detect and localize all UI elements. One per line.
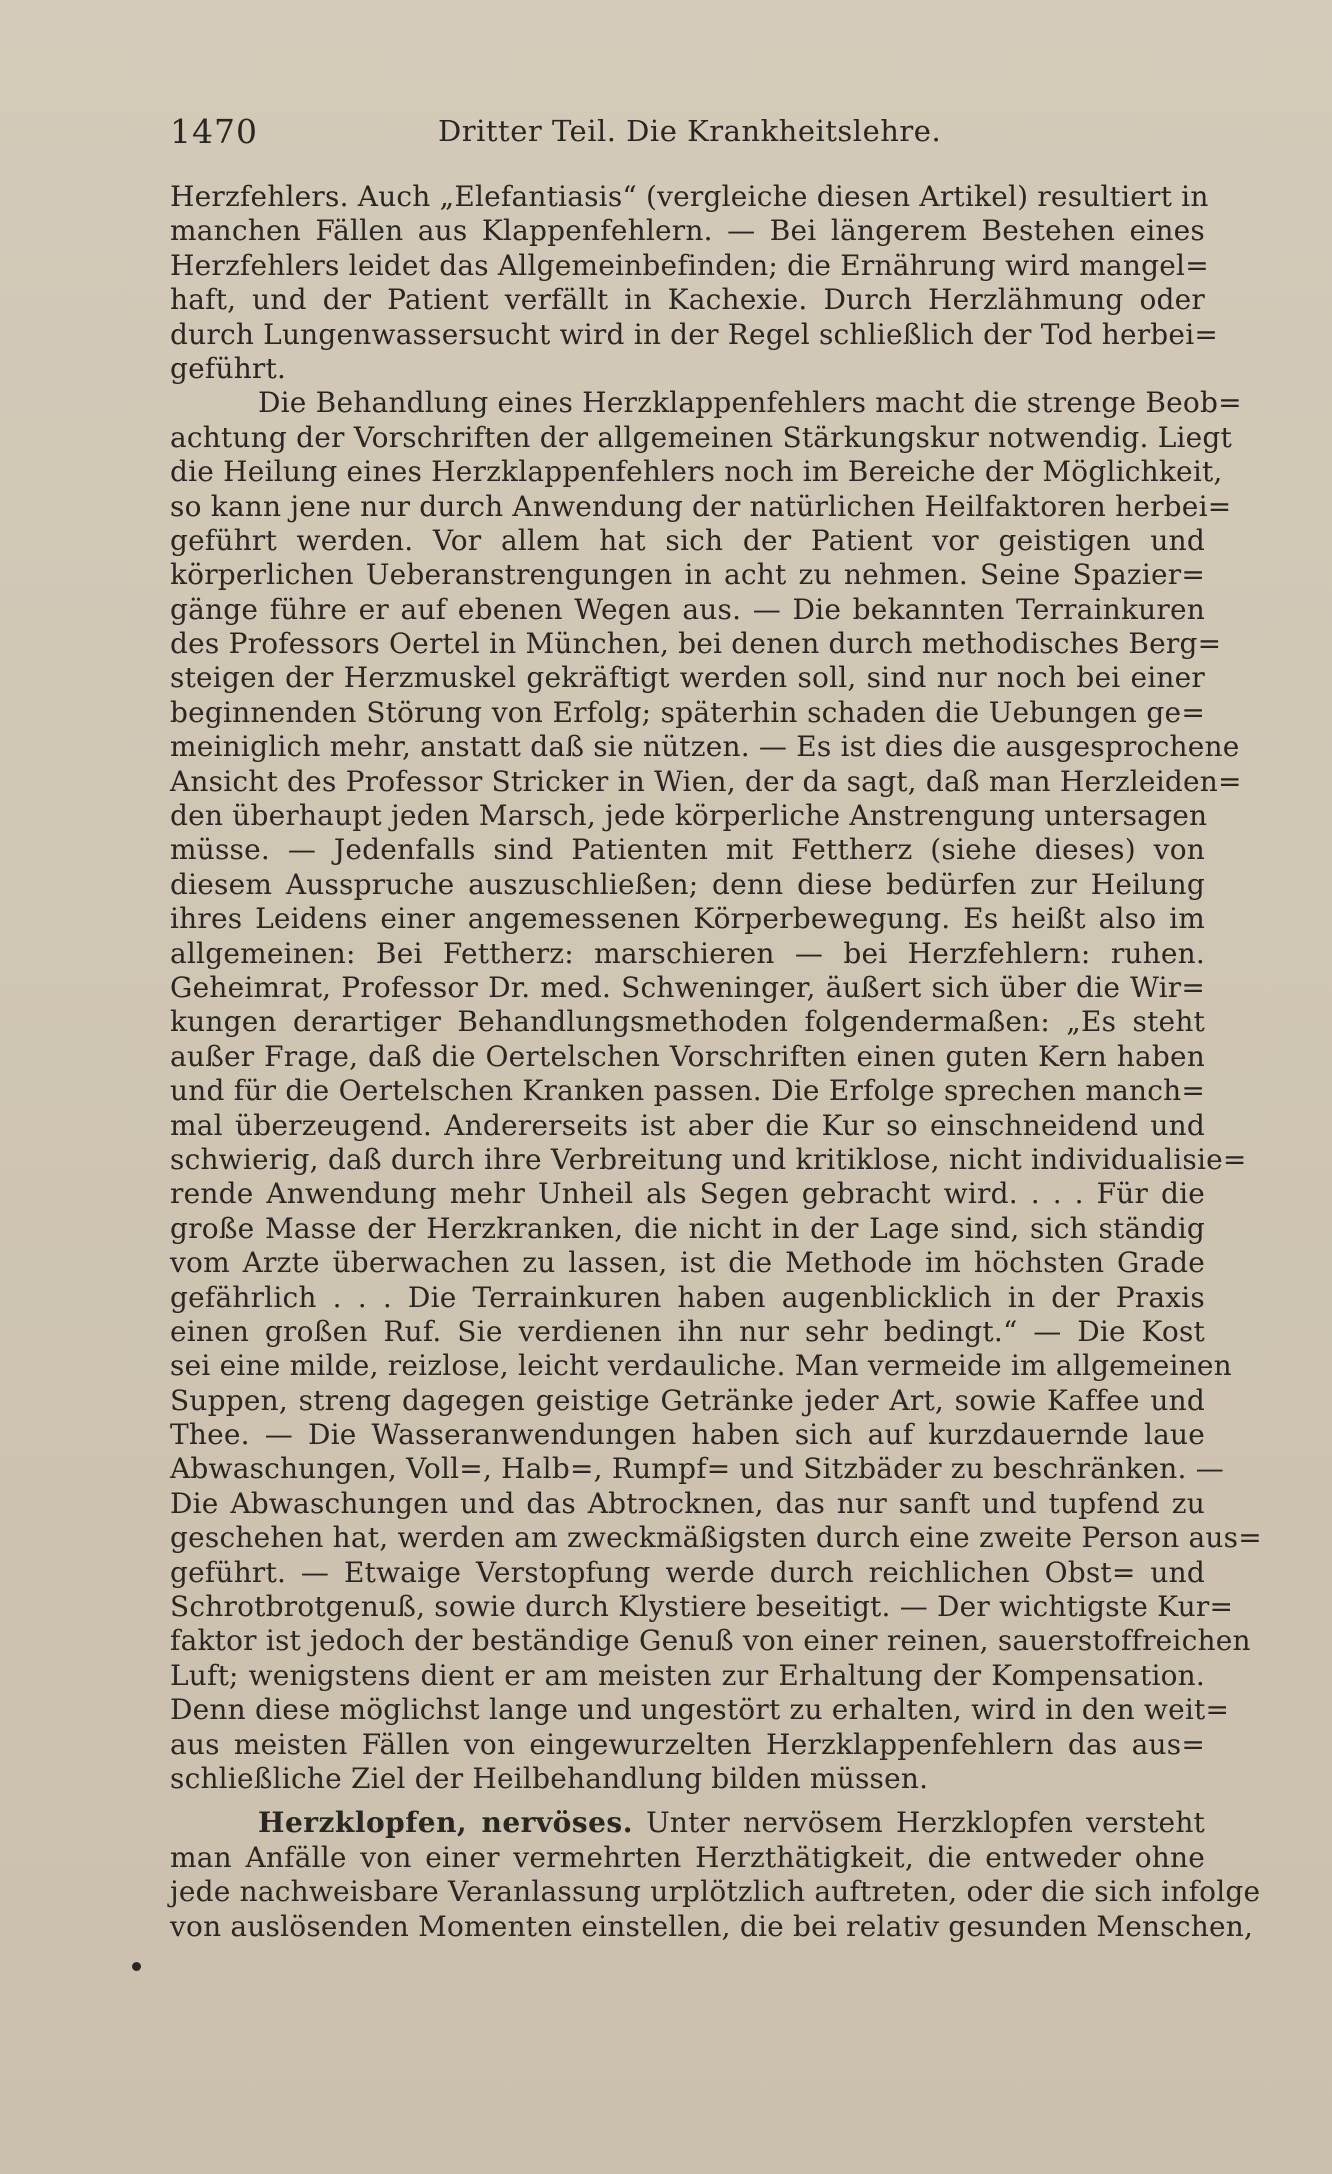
text-line: mal überzeugend. Andererseits ist aber die Kur so einschneidend und: [170, 1108, 1205, 1142]
text-line: körperlichen Ueberanstrengungen in acht zu nehmen. Seine Spazier=: [170, 558, 1205, 592]
print-speck: [132, 1962, 141, 1971]
running-head: Dritter Teil. Die Krankheitslehre.: [438, 114, 942, 148]
entry-headword: Herzklopfen, nervöses.: [258, 1806, 633, 1840]
page-number: 1470: [170, 112, 258, 151]
text-line: einen großen Ruf. Sie verdienen ihn nur sehr bedingt.“ — Die Kost: [170, 1314, 1205, 1348]
text-line: man Anfälle von einer vermehrten Herzthätigkeit, die entweder ohne: [170, 1840, 1205, 1874]
text-line: gefährlich . . . Die Terrainkuren haben augenblicklich in der Praxis: [170, 1280, 1205, 1314]
text-line: außer Frage, daß die Oertelschen Vorschriften einen guten Kern haben: [170, 1039, 1205, 1073]
text-line: Schrotbrotgenuß, sowie durch Klystiere beseitigt. — Der wichtigste Kur=: [170, 1590, 1234, 1624]
entry-first-line-text: Unter nervösem Herzklopfen versteht: [632, 1806, 1206, 1840]
text-line: des Professors Oertel in München, bei denen durch methodisches Berg=: [170, 627, 1222, 661]
text-line: jede nachweisbare Veranlassung urplötzlich auftreten, oder die sich infolge: [170, 1875, 1261, 1909]
text-line: manchen Fällen aus Klappenfehlern. — Bei längerem Bestehen eines: [170, 214, 1205, 248]
text-line: Die Abwaschungen und das Abtrocknen, das nur sanft und tupfend zu: [170, 1486, 1205, 1520]
text-line: und für die Oertelschen Kranken passen. Die Erfolge sprechen manch=: [170, 1074, 1205, 1108]
text-line: geschehen hat, werden am zweckmäßigsten durch eine zweite Person aus=: [170, 1521, 1262, 1555]
text-line: faktor ist jedoch der beständige Genuß von einer reinen, sauerstoffreichen: [170, 1624, 1251, 1658]
text-line: aus meisten Fällen von eingewurzelten Herzklappenfehlern das aus=: [170, 1727, 1205, 1761]
text-line: Geheimrat, Professor Dr. med. Schweninger, äußert sich über die Wir=: [170, 970, 1205, 1004]
body-text: [170, 180, 1262, 1944]
text-line: von auslösenden Momenten einstellen, die bei relativ gesunden Menschen,: [170, 1909, 1254, 1943]
text-line: so kann jene nur durch Anwendung der natürlichen Heilfaktoren herbei=: [170, 489, 1232, 523]
text-line: achtung der Vorschriften der allgemeinen Stärkungskur notwendig. Liegt: [170, 420, 1232, 454]
paragraph-treatment: [170, 386, 1262, 1796]
text-line: Die Behandlung eines Herzklappenfehlers macht die strenge Beob=: [258, 386, 1242, 420]
paragraph-continued: [170, 180, 1219, 386]
text-line: durch Lungenwassersucht wird in der Regel schließlich der Tod herbei=: [170, 317, 1219, 351]
text-line: meiniglich mehr, anstatt daß sie nützen. — Es ist dies die ausgesprochene: [170, 730, 1240, 764]
text-line: sei eine milde, reizlose, leicht verdauliche. Man vermeide im allgemeinen: [170, 1349, 1232, 1383]
text-line: Herzfehlers leidet das Allgemeinbefinden; die Ernährung wird mangel=: [170, 248, 1209, 282]
text-line: gänge führe er auf ebenen Wegen aus. — Die bekannten Terrainkuren: [170, 592, 1205, 626]
text-line: Denn diese möglichst lange und ungestört zu erhalten, wird in den weit=: [170, 1693, 1230, 1727]
text-line: Ansicht des Professor Stricker in Wien, der da sagt, daß man Herzleiden=: [170, 764, 1242, 798]
page-header: [170, 112, 1210, 156]
text-line: geführt.: [170, 351, 287, 385]
text-line: Suppen, streng dagegen geistige Getränke jeder Art, sowie Kaffee und: [170, 1383, 1205, 1417]
text-line: schwierig, daß durch ihre Verbreitung und kritiklose, nicht individualisie=: [170, 1142, 1247, 1176]
text-line: Luft; wenigstens dient er am meisten zur Erhaltung der Kompensation.: [170, 1658, 1205, 1692]
text-line: allgemeinen: Bei Fettherz: marschieren — bei Herzfehlern: ruhen.: [170, 936, 1205, 970]
text-line: beginnenden Störung von Erfolg; späterhin schaden die Uebungen ge=: [170, 695, 1205, 729]
text-line: die Heilung eines Herzklappenfehlers noch im Bereiche der Möglichkeit,: [170, 455, 1223, 489]
text-line: Herzfehlers. Auch „Elefantiasis“ (vergleiche diesen Artikel) resultiert in: [170, 180, 1209, 213]
text-line: ihres Leidens einer angemessenen Körperbewegung. Es heißt also im: [170, 902, 1205, 936]
text-line: schließliche Ziel der Heilbehandlung bilden müssen.: [170, 1761, 929, 1795]
text-line: Thee. — Die Wasseranwendungen haben sich auf kurzdauernde laue: [170, 1418, 1205, 1452]
text-line: den überhaupt jeden Marsch, jede körperliche Anstrengung untersagen: [170, 799, 1208, 833]
text-line: haft, und der Patient verfällt in Kachexie. Durch Herzlähmung oder: [170, 283, 1205, 317]
text-line: steigen der Herzmuskel gekräftigt werden soll, sind nur noch bei einer: [170, 661, 1205, 695]
text-line: müsse. — Jedenfalls sind Patienten mit Fettherz (siehe dieses) von: [170, 833, 1205, 867]
text-line: geführt. — Etwaige Verstopfung werde durch reichlichen Obst= und: [170, 1555, 1205, 1589]
text-line: geführt werden. Vor allem hat sich der Patient vor geistigen und: [170, 523, 1205, 557]
text-line: kungen derartiger Behandlungsmethoden folgendermaßen: „Es steht: [170, 1005, 1205, 1039]
text-line: Abwaschungen, Voll=, Halb=, Rumpf= und Sitzbäder zu beschränken. —: [170, 1452, 1224, 1486]
text-line: große Masse der Herzkranken, die nicht in der Lage sind, sich ständig: [170, 1211, 1205, 1245]
entry-first-line: [170, 1806, 1205, 1840]
text-line: rende Anwendung mehr Unheil als Segen gebracht wird. . . . Für die: [170, 1177, 1205, 1211]
text-line: diesem Ausspruche auszuschließen; denn diese bedürfen zur Heilung: [170, 867, 1205, 901]
entry-herzklopfen: [170, 1806, 1261, 1944]
text-line: vom Arzte überwachen zu lassen, ist die Methode im höchsten Grade: [170, 1246, 1205, 1280]
